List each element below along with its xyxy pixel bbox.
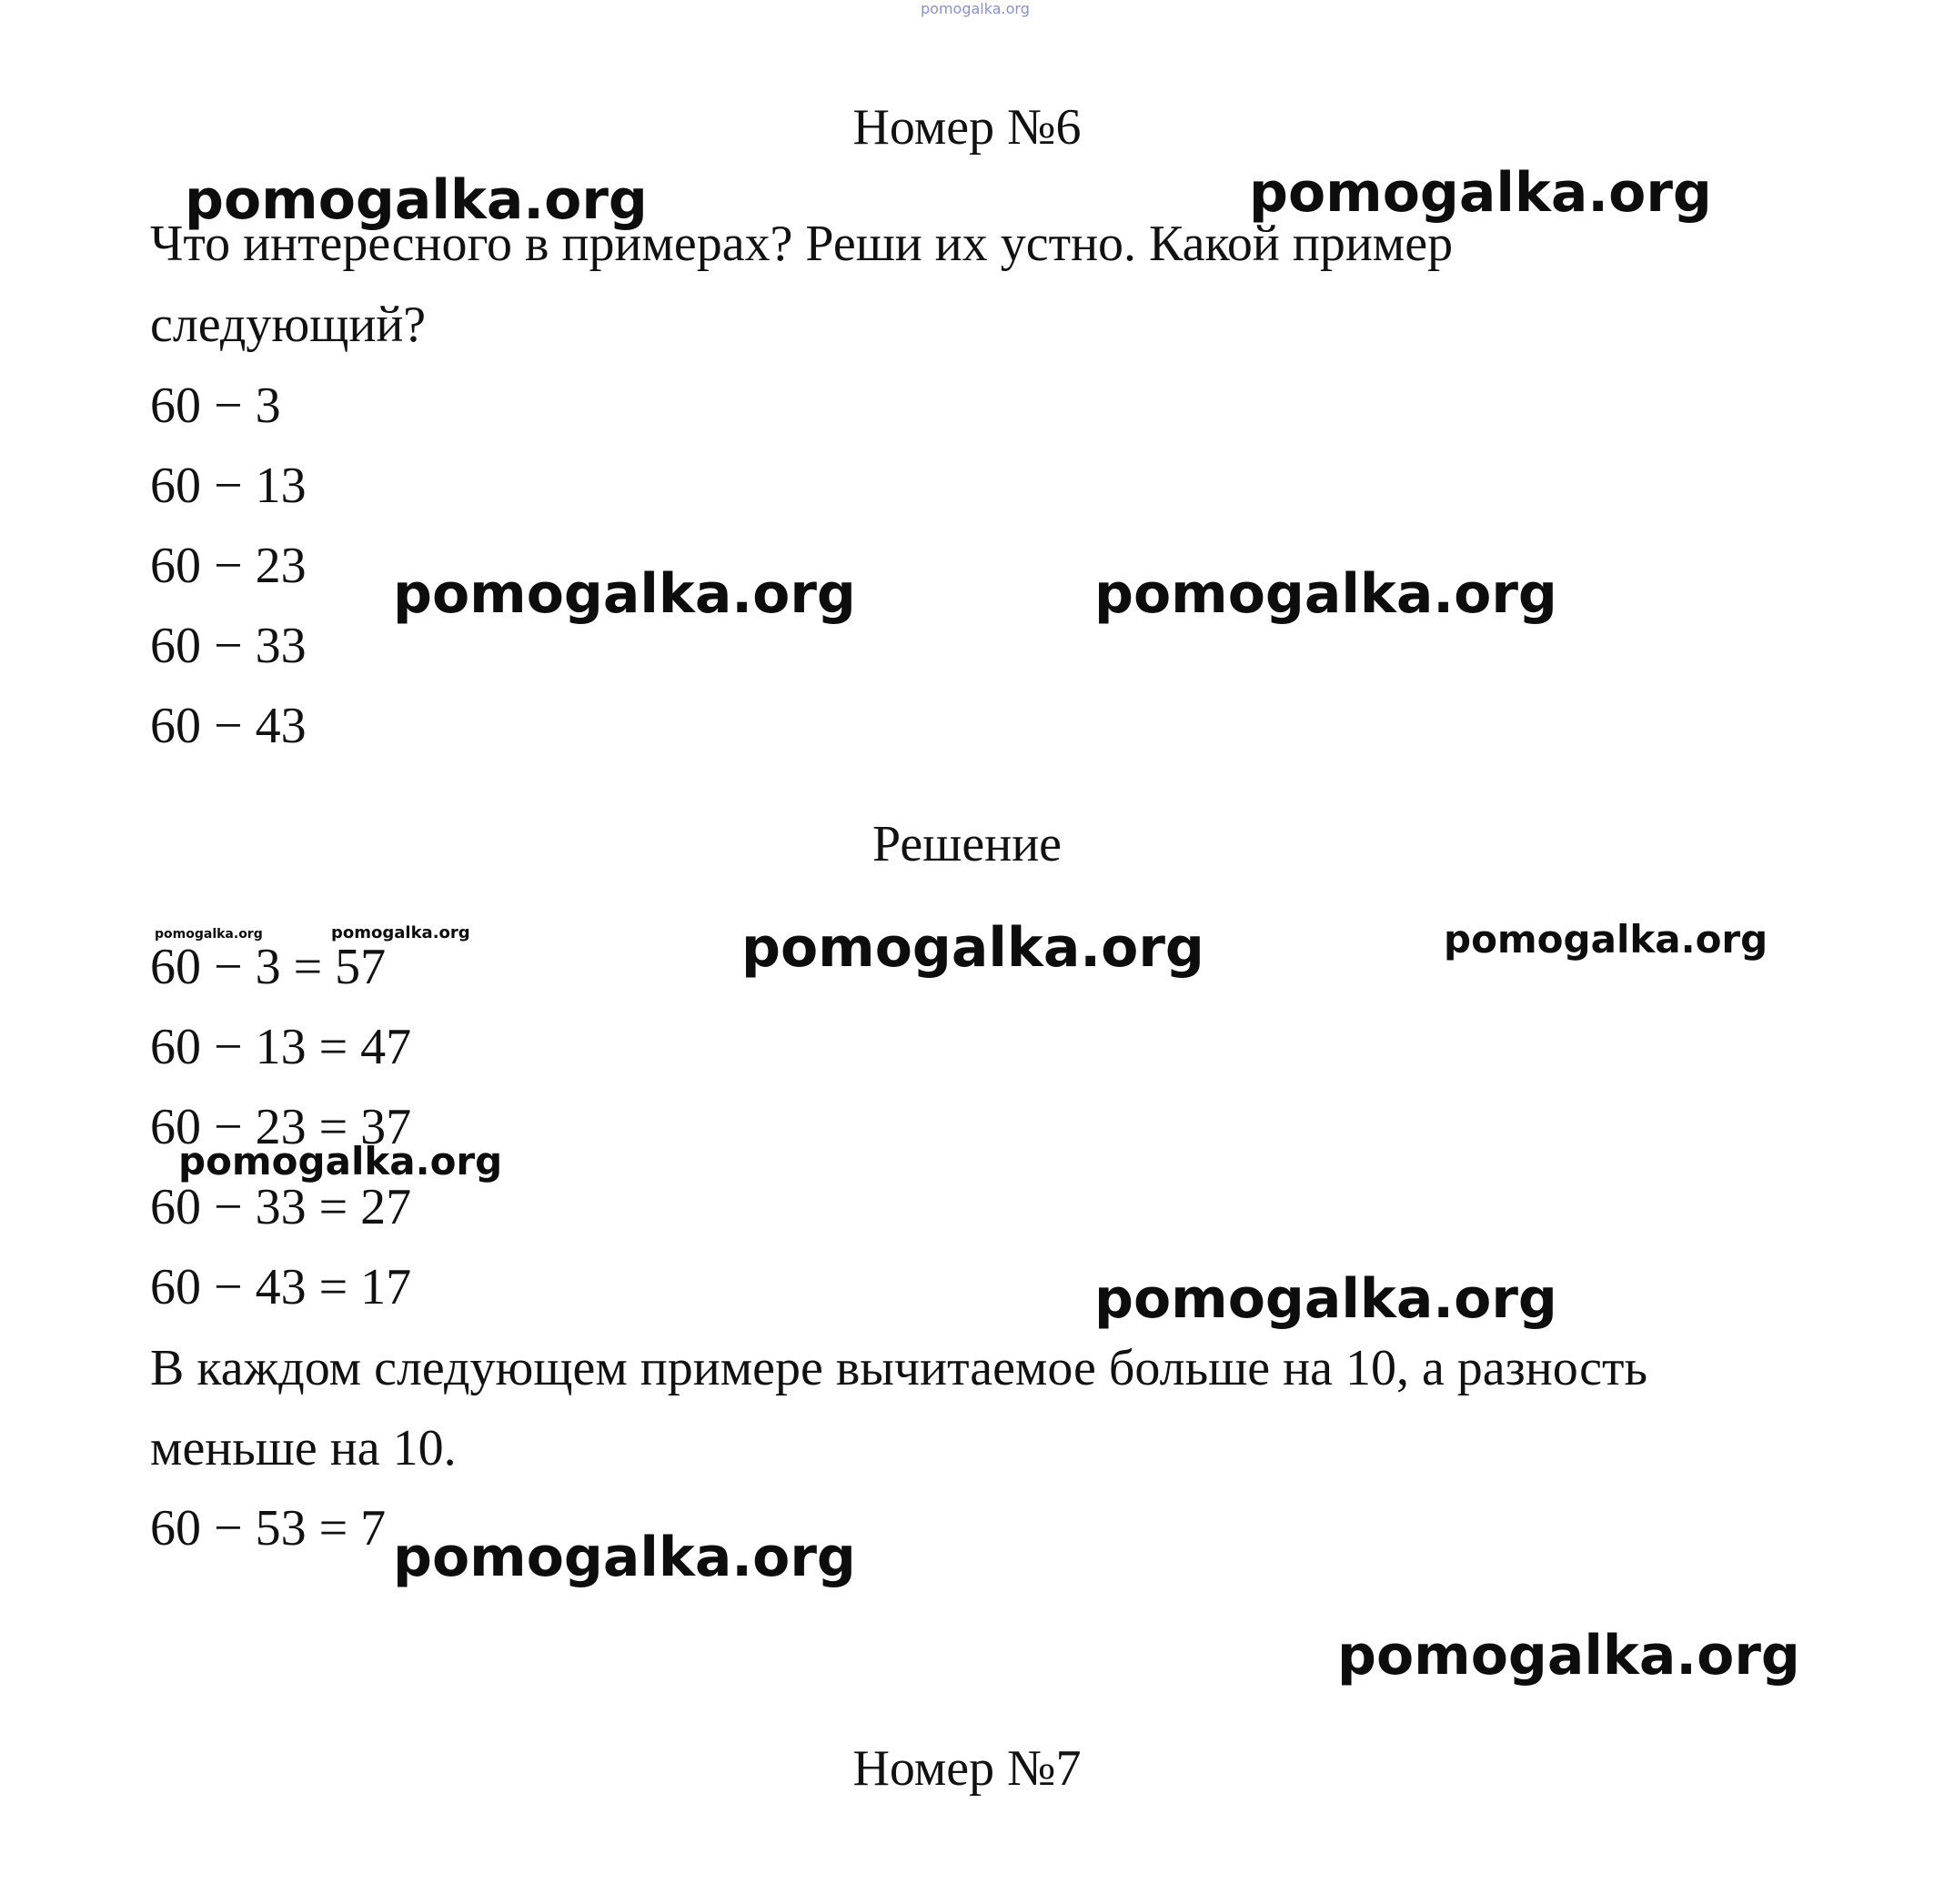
watermark: pomogalka.org — [155, 927, 263, 942]
watermark: pomogalka.org — [1094, 562, 1557, 626]
task-6-question-line-2: следующий? — [150, 297, 427, 353]
next-example: 60 − 53 = 7 — [150, 1500, 387, 1556]
solution-title: Решение — [871, 816, 1063, 872]
watermark: pomogalka.org — [1337, 1624, 1800, 1687]
watermark: pomogalka.org — [921, 0, 1030, 17]
watermark: pomogalka.org — [393, 1526, 856, 1589]
result-4: 60 − 33 = 27 — [150, 1179, 412, 1235]
watermark: pomogalka.org — [1444, 917, 1768, 962]
watermark: pomogalka.org — [741, 916, 1204, 980]
task-6-question-line-1: Что интересного в примерах? Реши их устно. Какой пример — [150, 216, 1454, 272]
task-7-title: Номер №7 — [852, 1740, 1082, 1797]
result-3: 60 − 23 = 37 — [150, 1099, 412, 1155]
result-2: 60 − 13 = 47 — [150, 1019, 412, 1075]
watermark: pomogalka.org — [331, 923, 470, 942]
task-6-title: Номер №6 — [852, 99, 1082, 156]
watermark: pomogalka.org — [185, 168, 648, 232]
example-2: 60 − 13 — [150, 458, 307, 514]
watermark: pomogalka.org — [393, 562, 856, 626]
explanation-line-1: В каждом следующем примере вычитаемое больше на 10, а разность — [150, 1340, 1648, 1396]
example-1: 60 − 3 — [150, 378, 281, 434]
explanation-line-2: меньше на 10. — [150, 1420, 457, 1476]
example-5: 60 − 43 — [150, 698, 307, 754]
watermark: pomogalka.org — [1094, 1267, 1557, 1331]
watermark: pomogalka.org — [178, 1139, 503, 1184]
result-5: 60 − 43 = 17 — [150, 1259, 412, 1315]
result-1: 60 − 3 = 57 — [150, 939, 387, 995]
example-3: 60 − 23 — [150, 538, 307, 594]
example-4: 60 − 33 — [150, 618, 307, 674]
watermark: pomogalka.org — [1249, 161, 1712, 225]
